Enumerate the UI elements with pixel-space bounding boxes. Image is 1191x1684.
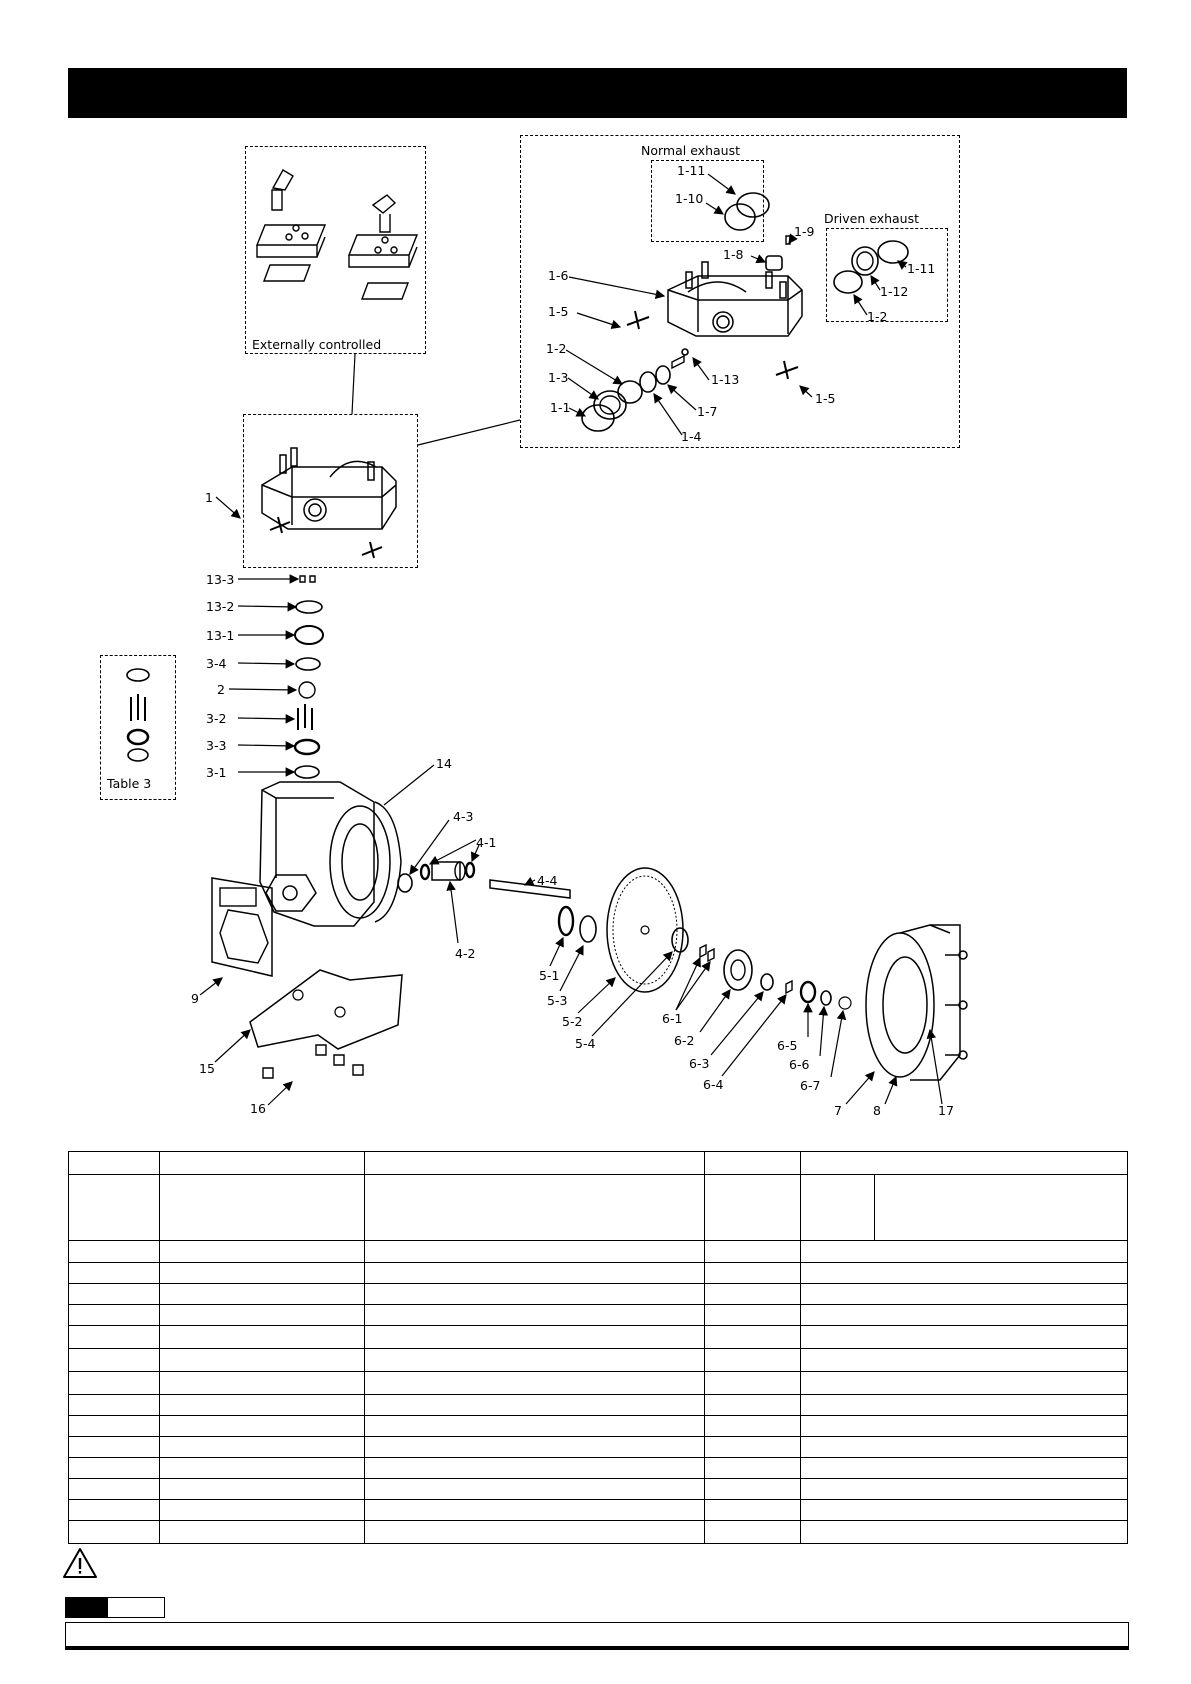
table-cell — [801, 1152, 1128, 1175]
table-cell — [160, 1458, 365, 1479]
table-cell — [801, 1175, 875, 1241]
table-cell — [801, 1284, 1128, 1305]
mounting-bracket — [250, 970, 402, 1049]
table-cell — [801, 1521, 1128, 1544]
footer-bar — [65, 1622, 1129, 1650]
callout-1: 1 — [205, 490, 213, 505]
table-cell — [69, 1395, 160, 1416]
table-cell — [875, 1175, 1128, 1241]
table-cell — [365, 1395, 705, 1416]
table-row — [69, 1395, 1128, 1416]
callout-4-1: 4-1 — [476, 835, 497, 850]
table-cell — [801, 1458, 1128, 1479]
table-cell — [705, 1479, 801, 1500]
table-cell — [705, 1175, 801, 1241]
table-cell — [69, 1241, 160, 1263]
callout-5-3: 5-3 — [547, 993, 568, 1008]
table-cell — [801, 1416, 1128, 1437]
table-cell — [365, 1241, 705, 1263]
table-cell — [801, 1263, 1128, 1284]
table-row — [69, 1479, 1128, 1500]
table-cell — [365, 1175, 705, 1241]
table-body — [69, 1241, 1128, 1544]
page-number-box — [65, 1597, 165, 1618]
table-row — [69, 1500, 1128, 1521]
connector-line-left — [352, 354, 355, 414]
table-cell — [705, 1395, 801, 1416]
table-cell — [160, 1326, 365, 1349]
table-cell — [801, 1241, 1128, 1263]
parts-table — [68, 1151, 1128, 1544]
table-cell — [69, 1437, 160, 1458]
table-cell — [705, 1521, 801, 1544]
table-cell — [365, 1263, 705, 1284]
table-cell — [705, 1437, 801, 1458]
callout-1-11-driven: 1-11 — [907, 261, 936, 276]
callout-1-6: 1-6 — [548, 268, 569, 283]
external-control-parts — [257, 170, 417, 299]
callout-3-2: 3-2 — [206, 711, 227, 726]
right-chamber — [866, 925, 967, 1080]
table-cell — [365, 1521, 705, 1544]
table-cell — [160, 1284, 365, 1305]
callout-4-2: 4-2 — [455, 946, 476, 961]
callout-16: 16 — [250, 1101, 266, 1116]
table-cell — [365, 1458, 705, 1479]
table-cell — [705, 1349, 801, 1372]
callout-4-3: 4-3 — [453, 809, 474, 824]
table-cell — [705, 1284, 801, 1305]
callout-3-3: 3-3 — [206, 738, 227, 753]
callout-6-2: 6-2 — [674, 1033, 695, 1048]
table-cell — [365, 1152, 705, 1175]
table-row — [69, 1326, 1128, 1349]
table-cell — [160, 1372, 365, 1395]
table-cell — [365, 1372, 705, 1395]
externally-controlled-label: Externally controlled — [252, 337, 382, 352]
table-cell — [69, 1263, 160, 1284]
table-cell — [69, 1284, 160, 1305]
callout-1-9: 1-9 — [794, 224, 815, 239]
callout-1-8: 1-8 — [723, 247, 744, 262]
table-row — [69, 1521, 1128, 1544]
table-cell — [365, 1416, 705, 1437]
table-row — [69, 1241, 1128, 1263]
table-cell — [160, 1500, 365, 1521]
callout-1-2: 1-2 — [546, 341, 567, 356]
table-cell — [160, 1305, 365, 1326]
callout-6-6: 6-6 — [789, 1057, 810, 1072]
table-row — [69, 1416, 1128, 1437]
page-number-tab — [66, 1598, 108, 1617]
table-cell — [801, 1395, 1128, 1416]
table-cell — [801, 1349, 1128, 1372]
table-row — [69, 1437, 1128, 1458]
connector-line-right — [418, 420, 520, 445]
table-cell — [69, 1521, 160, 1544]
callout-13-2: 13-2 — [206, 599, 235, 614]
callout-9: 9 — [191, 991, 199, 1006]
normal-exhaust-label: Normal exhaust — [641, 143, 740, 158]
table-cell — [365, 1305, 705, 1326]
callout-1-7: 1-7 — [697, 404, 718, 419]
table-cell — [705, 1416, 801, 1437]
callout-13-3: 13-3 — [206, 572, 235, 587]
table-cell — [705, 1372, 801, 1395]
callout-6-3: 6-3 — [689, 1056, 710, 1071]
table-cell — [705, 1458, 801, 1479]
callout-6-1: 6-1 — [662, 1011, 683, 1026]
table-subheader-row — [69, 1175, 1128, 1241]
callout-1-12: 1-12 — [880, 284, 909, 299]
callout-13-1: 13-1 — [206, 628, 235, 643]
table-cell — [69, 1479, 160, 1500]
warning-icon — [62, 1546, 98, 1580]
callout-3-1: 3-1 — [206, 765, 227, 780]
table-cell — [801, 1372, 1128, 1395]
table-cell — [160, 1152, 365, 1175]
table-cell — [160, 1263, 365, 1284]
callout-6-4: 6-4 — [703, 1077, 724, 1092]
table-cell — [801, 1479, 1128, 1500]
table-row — [69, 1263, 1128, 1284]
callout-1-5-right: 1-5 — [815, 391, 836, 406]
table-cell — [69, 1500, 160, 1521]
callout-1-2-driven: 1-2 — [867, 309, 888, 324]
table-cell — [69, 1305, 160, 1326]
callout-3-4: 3-4 — [206, 656, 227, 671]
callout-1-5: 1-5 — [548, 304, 569, 319]
callout-5-2: 5-2 — [562, 1014, 583, 1029]
table-cell — [69, 1326, 160, 1349]
table-cell — [160, 1437, 365, 1458]
table-cell — [69, 1372, 160, 1395]
table-row — [69, 1458, 1128, 1479]
table-cell — [801, 1437, 1128, 1458]
table-cell — [365, 1500, 705, 1521]
callout-5-4: 5-4 — [575, 1036, 596, 1051]
table-cell — [365, 1326, 705, 1349]
table-cell — [69, 1152, 160, 1175]
air-valve-housing-detail — [668, 262, 802, 336]
table-cell — [69, 1175, 160, 1241]
table-cell — [160, 1479, 365, 1500]
callout-6-5: 6-5 — [777, 1038, 798, 1053]
callout-17: 17 — [938, 1103, 954, 1118]
table-row — [69, 1284, 1128, 1305]
table-cell — [365, 1284, 705, 1305]
table-cell — [705, 1241, 801, 1263]
air-valve-assembly — [262, 448, 396, 558]
table-cell — [705, 1500, 801, 1521]
table-cell — [801, 1500, 1128, 1521]
callout-4-4: 4-4 — [537, 873, 558, 888]
table-cell — [69, 1416, 160, 1437]
table-cell — [705, 1152, 801, 1175]
table-row — [69, 1349, 1128, 1372]
callout-15: 15 — [199, 1061, 215, 1076]
callout-6-7: 6-7 — [800, 1078, 821, 1093]
table-cell — [160, 1395, 365, 1416]
table-cell — [69, 1349, 160, 1372]
table-cell — [801, 1326, 1128, 1349]
table-header-row — [69, 1152, 1128, 1175]
callout-7: 7 — [834, 1103, 842, 1118]
table-row — [69, 1305, 1128, 1326]
table-cell — [69, 1458, 160, 1479]
driven-exhaust-label: Driven exhaust — [824, 211, 920, 226]
callout-1-3: 1-3 — [548, 370, 569, 385]
table-cell — [365, 1349, 705, 1372]
callout-1-1: 1-1 — [550, 400, 571, 415]
table-cell — [160, 1175, 365, 1241]
center-body — [260, 782, 401, 926]
table3-label: Table 3 — [107, 776, 152, 791]
table-cell — [160, 1349, 365, 1372]
table-cell — [705, 1326, 801, 1349]
table-cell — [365, 1437, 705, 1458]
callout-1-11: 1-11 — [677, 163, 706, 178]
callout-1-10: 1-10 — [675, 191, 704, 206]
table-cell — [160, 1416, 365, 1437]
callout-8: 8 — [873, 1103, 881, 1118]
callout-5-1: 5-1 — [539, 968, 560, 983]
table-row — [69, 1372, 1128, 1395]
table-cell — [801, 1305, 1128, 1326]
table-cell — [705, 1305, 801, 1326]
table-cell — [365, 1479, 705, 1500]
callout-1-4: 1-4 — [681, 429, 702, 444]
callout-14: 14 — [436, 756, 452, 771]
table-cell — [705, 1263, 801, 1284]
table-cell — [160, 1241, 365, 1263]
table-cell — [160, 1521, 365, 1544]
callout-1-13: 1-13 — [711, 372, 740, 387]
callout-2: 2 — [217, 682, 225, 697]
